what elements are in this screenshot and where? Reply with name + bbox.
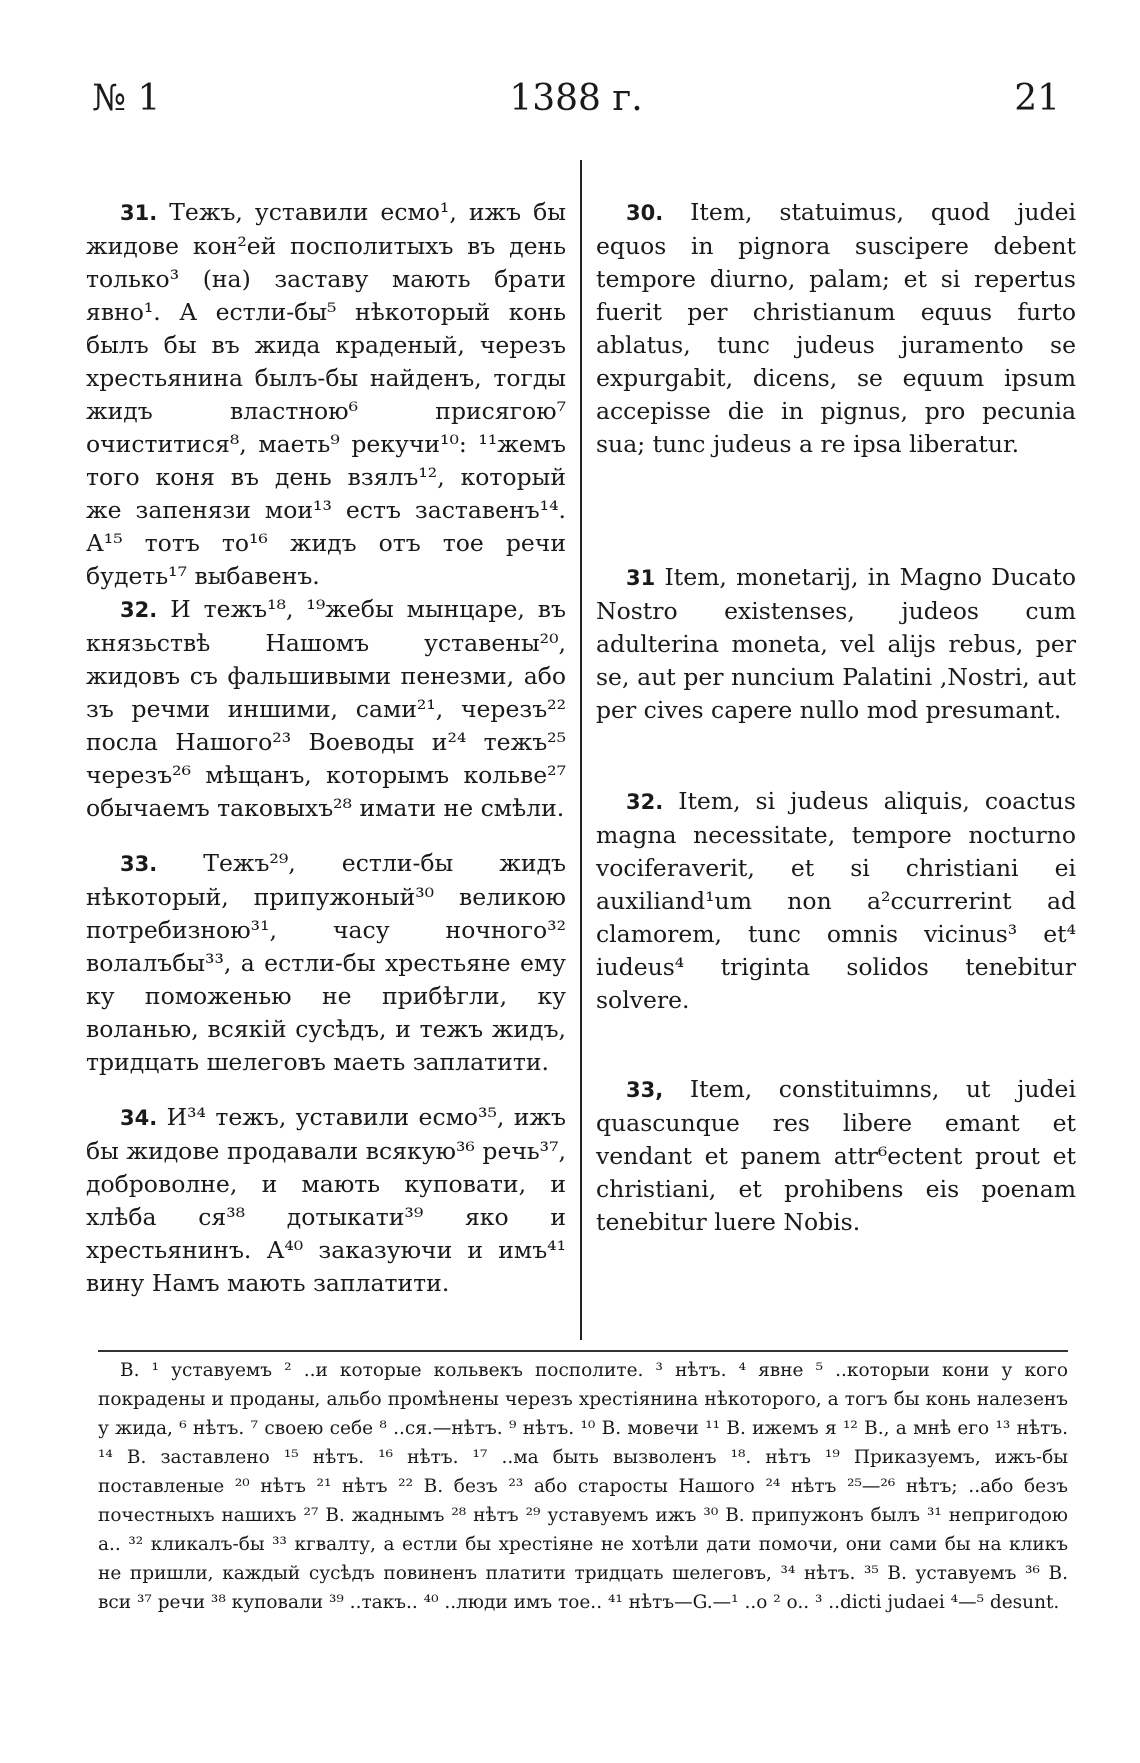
- article-number: 30.: [626, 201, 664, 225]
- article-32-ru: [86, 593, 566, 825]
- article-33-la: [596, 1073, 1076, 1239]
- russian-text-column: [86, 196, 566, 1300]
- latin-text-column: [596, 196, 1076, 1239]
- article-text: Item, constituimns, ut judei quascunque res libere emant et vendant et panem attr⁶ectent prout et christiani, et prohibens eis poenam tenebitur luere Nobis.: [596, 1075, 1076, 1236]
- article-33-ru: [86, 847, 566, 1079]
- article-number: 32.: [120, 598, 158, 622]
- article-31-la: [596, 561, 1076, 727]
- footnotes: [98, 1356, 1068, 1617]
- document-number: № 1: [92, 78, 161, 119]
- article-number: 31.: [120, 201, 158, 225]
- article-34-ru: [86, 1101, 566, 1300]
- article-number: 34.: [120, 1106, 158, 1130]
- article-text: И тежъ¹⁸, ¹⁹жебы мынцаре, въ князьствѣ Нашомъ уставены²⁰, жидовъ съ фальшивыми пенезми, або зъ речми иншими, сами²¹, черезъ²² посла Нашого²³ Воеводы и²⁴ тежъ²⁵ черезъ²⁶ мѣщанъ, которымъ кольве²⁷ обычаемъ таковыхъ²⁸ имати не смѣли.: [86, 595, 566, 822]
- article-number: 33,: [626, 1078, 664, 1102]
- article-31-ru: [86, 196, 566, 593]
- footnote-text: B. ¹ уставуемъ ² ..и которые кольвекъ посполите. ³ нѣтъ. ⁴ явне ⁵ ..которыи кони у кого покрадены и проданы, альбо промѣнены черезъ хрестiянина нѣкоторого, а тогъ бы конь налезенъ у жида, ⁶ нѣтъ. ⁷ своею себе ⁸ ..ся.—нѣтъ. ⁹ нѣтъ. ¹⁰ B. мовечи ¹¹ B. ижемъ я ¹² B., а мнѣ его ¹³ нѣтъ. ¹⁴ B. заставлено ¹⁵ нѣтъ. ¹⁶ нѣтъ. ¹⁷ ..ма быть вызволенъ ¹⁸. нѣтъ ¹⁹ Приказуемъ, ижъ-бы поставленые ²⁰ нѣтъ ²¹ нѣтъ ²² B. безъ ²³ або старосты Нашого ²⁴ нѣтъ ²⁵—²⁶ нѣтъ; ..або безъ почестныхъ нашихъ ²⁷ B. жаднымъ ²⁸ нѣтъ ²⁹ уставуемъ ижъ ³⁰ B. припужонъ былъ ³¹ непригодою а.. ³² кликалъ-бы ³³ кгвалту, а естли бы хрестiяне не хотѣли дати помочи, они сами бы на кликъ не пришли, каждый сусѣдъ повиненъ платити тридцать шелеговъ, ³⁴ нѣтъ. ³⁵ B. уставуемъ ³⁶ B. вси ³⁷ речи ³⁸ куповали ³⁹ ..такъ.. ⁴⁰ ..люди имъ тое.. ⁴¹ нѣтъ—G.—¹ ..o ² o.. ³ ..dicti judaei ⁴—⁵ desunt.: [98, 1360, 1068, 1613]
- article-text: Item, monetarij, in Magno Ducato Nostro existenses, judeos cum adulterina moneta, vel alijs rebus, per se, aut per nuncium Palatini ,Nostri, aut per cives capere nullo mod presumant.: [596, 563, 1076, 724]
- article-text: Item, statuimus, quod judei equos in pignora suscipere debent tempore diurno, palam; et si repertus fuerit per christianum equus furto ablatus, tunc judeus juramento se expurgabit, dicens, se equum ipsum accepisse die in pignus, pro pecunia sua; tunc judeus a re ipsa liberatur.: [596, 198, 1076, 458]
- page-header: [92, 78, 1060, 128]
- document-year: 1388 г.: [509, 78, 643, 119]
- article-number: 31: [626, 566, 656, 590]
- article-text: Item, si judeus aliquis, coactus magna necessitate, tempore nocturno vociferaverit, et si christiani ei auxiliand¹um non a²ccurrerint ad clamorem, tunc omnis vicinus³ et⁴ iudeus⁴ triginta solidos tenebitur solvere.: [596, 787, 1076, 1014]
- column-divider: [580, 160, 582, 1340]
- article-number: 33.: [120, 852, 158, 876]
- article-text: Тежъ, уставили есмо¹, ижъ бы жидове кон²ей посполитыхъ въ день только³ (на) заставу мають брати явно¹. А естли-бы⁵ нѣкоторый конь былъ бы въ жида краденый, черезъ хрестьянина былъ-бы найденъ, тогды жидъ властною⁶ присягою⁷ очиститися⁸, маеть⁹ рекучи¹⁰: ¹¹жемъ того коня въ день взялъ¹², который же запенязи мои¹³ естъ заставенъ¹⁴. А¹⁵ тотъ то¹⁶ жидъ отъ тое речи будеть¹⁷ выбавенъ.: [86, 198, 566, 590]
- article-32-la: [596, 785, 1076, 1017]
- page-number: 21: [1014, 78, 1060, 119]
- article-text: И³⁴ тежъ, уставили есмо³⁵, ижъ бы жидове продавали всякую³⁶ речь³⁷, доброволне, и мають куповати, и хлѣба ся³⁸ дотыкати³⁹ яко и хрестьянинъ. А⁴⁰ заказуючи и имъ⁴¹ вину Намъ мають заплатити.: [86, 1103, 566, 1297]
- article-text: Тежъ²⁹, естли-бы жидъ нѣкоторый, припужоный³⁰ великою потребизною³¹, часу ночного³² волалъбы³³, а естли-бы хрестьяне ему ку поможенью не прибѣгли, ку воланью, всякій сусѣдъ, и тежъ жидъ, тридцать шелеговъ маеть заплатити.: [86, 849, 566, 1076]
- footnote-rule: [98, 1350, 1068, 1352]
- article-number: 32.: [626, 790, 664, 814]
- article-30-la: [596, 196, 1076, 461]
